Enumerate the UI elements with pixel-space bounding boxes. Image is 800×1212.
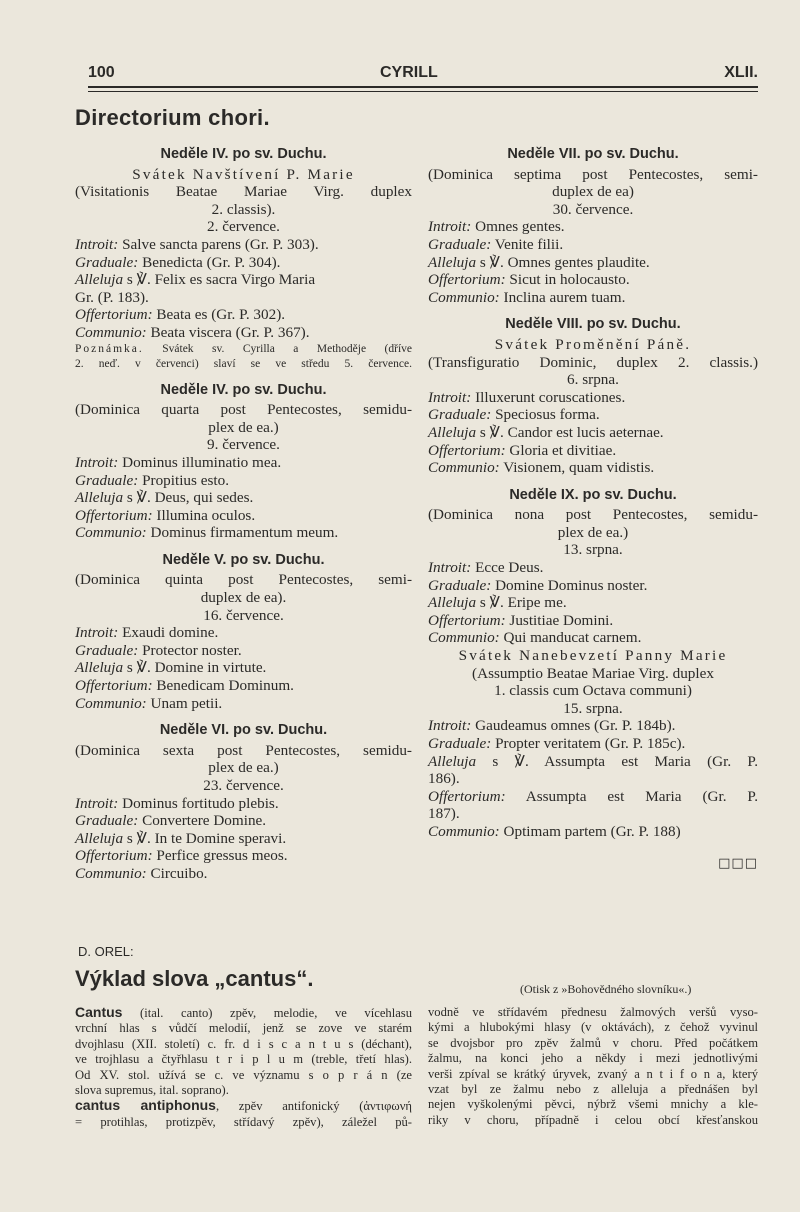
chant-label: Offertorium: bbox=[75, 677, 153, 695]
chant-line bbox=[75, 236, 412, 254]
article-line: se dvojsbor pro zpěv žalmů v choru. Před počátkem bbox=[428, 1035, 758, 1050]
rubric-line: plex de ea.) bbox=[208, 759, 279, 777]
line-text: s ℣. Omnes gentes plaudite. bbox=[476, 253, 650, 271]
journal-name: CYRILL bbox=[380, 64, 438, 81]
chant-line bbox=[75, 271, 412, 289]
continuation-line: Gr. (P. 183). bbox=[75, 288, 149, 306]
article-line: ve trojhlasu a čtyřhlasu t r i p l u m (treble, třetí hlas). bbox=[75, 1052, 412, 1067]
left-column bbox=[75, 146, 412, 883]
chant-line bbox=[75, 472, 412, 490]
chant-line bbox=[75, 812, 412, 830]
chant-label: Communio: bbox=[75, 864, 147, 882]
chant-label: Offertorium: bbox=[75, 847, 153, 865]
chant-label: Communio: bbox=[75, 524, 147, 542]
right-column bbox=[428, 146, 758, 872]
chant-line bbox=[75, 795, 412, 813]
rubric-line: (Transfiguratio Dominic, duplex 2. classis.) bbox=[428, 353, 758, 371]
chant-line bbox=[428, 289, 758, 307]
chant-label: Graduale: bbox=[428, 406, 492, 424]
line-text: Propitius esto. bbox=[138, 471, 229, 489]
line-text: s ℣. Eripe me. bbox=[476, 594, 567, 612]
chant-label: Offertorium: bbox=[428, 271, 506, 289]
chant-line bbox=[75, 847, 412, 865]
chant-label: Alleluja bbox=[75, 489, 124, 507]
rubric-line: 6. srpna. bbox=[567, 371, 619, 389]
volume-number: XLII. bbox=[724, 64, 758, 81]
article-line: riky v choru, případně i celou obcí křesťanskou bbox=[428, 1112, 758, 1127]
chant-label: Introit: bbox=[428, 717, 472, 735]
chant-line bbox=[75, 454, 412, 472]
chant-line bbox=[428, 788, 758, 806]
line-text: Dominus illuminatio mea. bbox=[118, 453, 282, 471]
chant-label: Introit: bbox=[75, 794, 119, 812]
rubric-line: 23. července. bbox=[203, 777, 284, 794]
term-headword: Cantus bbox=[75, 1004, 123, 1020]
chant-label: Alleluja bbox=[428, 752, 477, 770]
rubric-line: (Visitationis Beatae Mariae Virg. duplex bbox=[75, 183, 412, 201]
line-text: Protector noster. bbox=[138, 641, 242, 659]
chant-line bbox=[428, 271, 758, 289]
article-author: D. OREL: bbox=[78, 944, 134, 959]
chant-line bbox=[428, 389, 758, 407]
line-text: Domine Dominus noster. bbox=[491, 576, 648, 594]
line-text: Inclina aurem tuam. bbox=[499, 288, 626, 306]
rubric-line: 15. srpna. bbox=[563, 699, 623, 717]
rubric-line: 2. července. bbox=[207, 218, 280, 236]
chant-line bbox=[75, 830, 412, 848]
line-text: Dominus firmamentum meum. bbox=[146, 524, 339, 542]
chant-line bbox=[75, 324, 412, 342]
sunday-heading: Neděle IX. po sv. Duchu. bbox=[509, 486, 677, 503]
chant-label: Alleluja bbox=[428, 253, 477, 271]
line-text: s ℣. Domine in virtute. bbox=[123, 659, 267, 677]
line-text: Unam petii. bbox=[146, 694, 223, 712]
line-text: Benedicam Dominum. bbox=[152, 677, 294, 695]
chant-line bbox=[428, 559, 758, 577]
chant-line bbox=[428, 753, 758, 771]
chant-line bbox=[75, 489, 412, 507]
article-line: slova supremus, ital. soprano). bbox=[75, 1083, 229, 1098]
line-text: s ℣. Deus, qui sedes. bbox=[123, 489, 254, 507]
sunday-heading: Neděle IV. po sv. Duchu. bbox=[160, 381, 327, 398]
line-text: Speciosus forma. bbox=[491, 406, 600, 424]
article-right-column bbox=[428, 1005, 758, 1128]
rubric-line: (Dominica quarta post Pentecostes, semidu- bbox=[75, 401, 412, 419]
sunday-heading: Neděle VIII. po sv. Duchu. bbox=[505, 316, 681, 333]
line-text: Dominus fortitudo plebis. bbox=[118, 794, 279, 812]
line-text: Svátek sv. Cyrilla a Methoděje (dříve bbox=[143, 342, 412, 355]
article-line: nejen vyškolenými pěvci, nýbrž všemi mnichy a kle- bbox=[428, 1097, 758, 1112]
chant-line bbox=[75, 524, 412, 542]
article-line bbox=[75, 1005, 412, 1021]
chant-line bbox=[428, 424, 758, 442]
sunday-heading: Neděle VII. po sv. Duchu. bbox=[507, 146, 679, 162]
line-text: Gloria et divitiae. bbox=[505, 441, 617, 459]
term-headword: cantus antiphonus bbox=[75, 1097, 216, 1114]
article-title: Výklad slova „cantus“. bbox=[75, 966, 314, 991]
chant-label: Alleluja bbox=[75, 659, 124, 677]
chant-line bbox=[75, 677, 412, 695]
article-left-column bbox=[75, 1005, 412, 1130]
line-text: Perfice gressus meos. bbox=[152, 847, 288, 865]
line-text: , zpěv antifonický (ἀντιφωνή bbox=[215, 1099, 412, 1114]
chant-label: Communio: bbox=[428, 288, 500, 306]
chant-label: Introit: bbox=[428, 388, 472, 406]
note-label: Poznámka. bbox=[75, 342, 144, 355]
chant-label: Graduale: bbox=[75, 471, 139, 489]
continuation-line: 186). bbox=[428, 770, 460, 788]
chant-label: Communio: bbox=[75, 323, 147, 341]
chant-label: Offertorium: bbox=[428, 441, 506, 459]
line-text: Benedicta (Gr. P. 304). bbox=[138, 253, 281, 271]
chant-line bbox=[428, 629, 758, 647]
chant-line bbox=[428, 612, 758, 630]
chant-label: Offertorium: bbox=[75, 306, 153, 324]
chant-line bbox=[75, 659, 412, 677]
header-rule bbox=[88, 86, 758, 92]
line-text: Ecce Deus. bbox=[471, 559, 544, 577]
chant-label: Graduale: bbox=[428, 235, 492, 253]
chant-label: Introit: bbox=[75, 235, 119, 253]
article-line: = protihlas, protizpěv, střídavý zpěv), záležel pů- bbox=[75, 1114, 412, 1129]
page-number: 100 bbox=[88, 64, 115, 81]
section-title: Directorium chori. bbox=[75, 105, 270, 130]
chant-line bbox=[75, 695, 412, 713]
article-line: vodně ve střídavém přednesu žalmových veršů vyso- bbox=[428, 1005, 758, 1019]
chant-line bbox=[428, 717, 758, 735]
line-text: s ℣. Assumpta est Maria (Gr. P. bbox=[476, 752, 758, 770]
chant-label: Graduale: bbox=[75, 253, 139, 271]
chant-label: Introit: bbox=[428, 218, 472, 236]
rubric-line: (Dominica nona post Pentecostes, semidu- bbox=[428, 506, 758, 524]
rubric-line: 1. classis cum Octava communi) bbox=[494, 682, 692, 700]
line-text: Beata viscera (Gr. P. 367). bbox=[146, 323, 310, 341]
chant-line bbox=[428, 254, 758, 272]
running-header bbox=[88, 62, 758, 86]
article-line: žalmu, na konci jeho a někdy i mezi jednotlivými bbox=[428, 1051, 758, 1066]
article-line: Od XV. stol. užívá se c. ve významu s o p r á n (ze bbox=[75, 1067, 412, 1082]
note-line: 2. neď. v červenci) slaví se ve středu 5. července. bbox=[75, 357, 412, 370]
article-line: kými a hlubokými hlasy (v oktávách), z čehož vyvinul bbox=[428, 1020, 758, 1035]
article-line: vzat byl ze žalmu nebo z alleluja a přednášen byl bbox=[428, 1082, 758, 1097]
chant-label: Graduale: bbox=[428, 576, 492, 594]
article-line: vrchní hlas s vůdčí melodií, jenž se zove ve starém bbox=[75, 1021, 412, 1036]
chant-label: Graduale: bbox=[75, 812, 139, 830]
line-text: Optimam partem (Gr. P. 188) bbox=[499, 822, 681, 840]
rubric-line: 16. července. bbox=[203, 606, 284, 624]
chant-line bbox=[428, 735, 758, 753]
chant-line bbox=[428, 406, 758, 424]
rubric-line: duplex de ea). bbox=[200, 589, 287, 607]
line-text: s ℣. Candor est lucis aeternae. bbox=[476, 423, 664, 441]
sunday-heading: Neděle V. po sv. Duchu. bbox=[162, 551, 325, 568]
line-text: s ℣. In te Domine speravi. bbox=[123, 829, 287, 847]
article-line: verši zpíval se krátký úryvek, zvaný a n t i f o n a, který bbox=[428, 1066, 758, 1081]
chant-line bbox=[428, 218, 758, 236]
rubric-line: plex de ea.) bbox=[557, 523, 629, 541]
feast-title: Svátek Navštívení P. Marie bbox=[132, 165, 355, 183]
article-line: dvojhlasu (XII. století) c. fr. d i s c a n t u s (déchant), bbox=[75, 1036, 412, 1051]
sunday-heading: Neděle IV. po sv. Duchu. bbox=[160, 146, 327, 162]
chant-line bbox=[75, 624, 412, 642]
chant-label: Introit: bbox=[428, 559, 472, 577]
chant-label: Introit: bbox=[75, 624, 119, 642]
chant-line bbox=[75, 306, 412, 324]
chant-line bbox=[75, 507, 412, 525]
line-text: Beata es (Gr. P. 302). bbox=[152, 306, 286, 324]
rubric-line: duplex de ea) bbox=[552, 183, 634, 201]
line-text: Propter veritatem (Gr. P. 185c). bbox=[491, 735, 686, 752]
chant-label: Communio: bbox=[428, 459, 500, 477]
sunday-heading: Neděle VI. po sv. Duchu. bbox=[159, 722, 328, 739]
chant-line bbox=[428, 236, 758, 254]
chant-line bbox=[75, 642, 412, 660]
chant-label: Graduale: bbox=[428, 735, 492, 752]
chant-line bbox=[428, 442, 758, 460]
line-text: Omnes gentes. bbox=[471, 218, 565, 236]
line-text: (ital. canto) zpěv, melodie, ve vícehlasu bbox=[122, 1006, 412, 1020]
feast-title: Svátek Nanebevzetí Panny Marie bbox=[458, 647, 728, 665]
line-text: s ℣. Felix es sacra Virgo Maria bbox=[123, 271, 316, 289]
chant-label: Offertorium: bbox=[75, 506, 153, 524]
chant-line bbox=[75, 254, 412, 272]
chant-label: Communio: bbox=[75, 694, 147, 712]
line-text: Visionem, quam vidistis. bbox=[499, 459, 655, 477]
rubric-line: 2. classis). bbox=[211, 200, 276, 218]
article-source: (Otisk z »Bohovědného slovníku«.) bbox=[520, 982, 692, 996]
article-line bbox=[75, 1098, 412, 1114]
continuation-line: 187). bbox=[428, 805, 460, 823]
feast-title: Svátek Proměnění Páně. bbox=[494, 335, 692, 353]
rubric-line: (Dominica septima post Pentecostes, semi- bbox=[428, 165, 758, 183]
line-text: Exaudi domine. bbox=[118, 624, 219, 642]
chant-label: Graduale: bbox=[75, 641, 139, 659]
rubric-line: (Dominica sexta post Pentecostes, semidu- bbox=[75, 741, 412, 759]
chant-label: Alleluja bbox=[428, 594, 477, 612]
chant-label: Alleluja bbox=[428, 423, 477, 441]
line-text: Circuibo. bbox=[146, 864, 208, 882]
rubric-line: (Dominica quinta post Pentecostes, semi- bbox=[75, 571, 412, 589]
line-text: Assumpta est Maria (Gr. P. bbox=[505, 787, 758, 805]
rubric-line: (Assumptio Beatae Mariae Virg. duplex bbox=[472, 664, 714, 682]
line-text: Sicut in holocausto. bbox=[505, 271, 630, 289]
chant-label: Introit: bbox=[75, 453, 119, 471]
note-line bbox=[75, 342, 412, 357]
chant-label: Alleluja bbox=[75, 271, 124, 289]
chant-label: Communio: bbox=[428, 822, 500, 840]
chant-label: Offertorium: bbox=[428, 611, 506, 629]
line-text: Illuxerunt coruscationes. bbox=[471, 388, 626, 406]
chant-line bbox=[428, 577, 758, 595]
chant-line bbox=[75, 865, 412, 883]
chant-line bbox=[428, 459, 758, 477]
line-text: Convertere Domine. bbox=[138, 812, 267, 830]
chant-label: Communio: bbox=[428, 629, 500, 647]
chant-label: Offertorium: bbox=[428, 787, 506, 805]
line-text: Salve sancta parens (Gr. P. 303). bbox=[118, 235, 319, 253]
line-text: Qui manducat carnem. bbox=[499, 629, 642, 647]
rubric-line: plex de ea.) bbox=[208, 418, 279, 436]
line-text: Justitiae Domini. bbox=[505, 611, 614, 629]
chant-line bbox=[428, 594, 758, 612]
line-text: Illumina oculos. bbox=[152, 506, 256, 524]
line-text: Gaudeamus omnes (Gr. P. 184b). bbox=[471, 717, 676, 735]
rubric-line: 13. srpna. bbox=[563, 541, 623, 559]
end-mark: □□□ bbox=[718, 855, 758, 871]
chant-line bbox=[428, 823, 758, 841]
rubric-line: 30. července. bbox=[552, 200, 634, 218]
rubric-line: 9. července. bbox=[207, 436, 280, 454]
line-text: Venite filii. bbox=[491, 235, 564, 253]
chant-label: Alleluja bbox=[75, 829, 124, 847]
